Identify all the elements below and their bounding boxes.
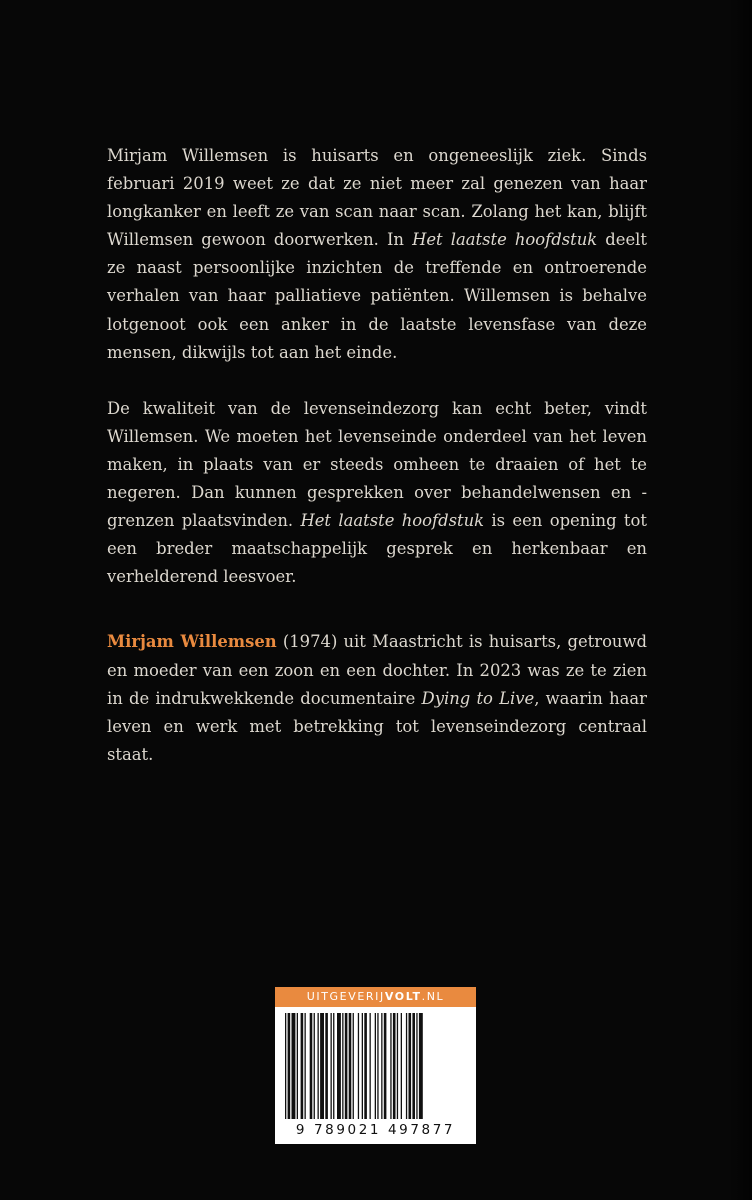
- blurb-paragraph-1: [107, 142, 647, 367]
- author-bio: [107, 628, 647, 768]
- barcode-bar: [331, 1013, 332, 1119]
- barcode-bar: [320, 1013, 324, 1119]
- isbn-number: 9 789021 497877: [295, 1122, 456, 1138]
- author-name: Mirjam Willemsen: [107, 632, 277, 652]
- publisher-brand: VOLT: [384, 990, 422, 1003]
- barcode-bar: [416, 1013, 417, 1119]
- blurb-p1-text-b: deelt ze naast persoonlijke inzichten de treffende en ontroerende verhalen van haar palliatieve patiënten. Willemsen is behalve lotgenoot ook een anker in de laatste levensfase van deze mensen, dikwijls tot aan het einde.: [107, 230, 647, 362]
- barcode-bar: [384, 1013, 387, 1119]
- barcode-bar: [362, 1013, 363, 1119]
- book-title-italic: Het laatste hoofdstuk: [300, 511, 485, 531]
- author-bio-text-a: (1974) uit Maastricht is huisarts, getrouwd en moeder van een zoon en een dochter. In 2023 was ze te zien in de indrukwekkende documentaire: [107, 632, 648, 708]
- barcode-bar: [364, 1013, 367, 1119]
- barcode-bar: [381, 1013, 382, 1119]
- publisher-suffix: .NL: [421, 990, 445, 1003]
- barcode-bar: [375, 1013, 376, 1119]
- blurb-p1-text-a: Mirjam Willemsen is huisarts en ongeneeslijk ziek. Sinds februari 2019 weet ze dat ze niet meer zal genezen van haar longkanker en leeft ze van scan naar scan. Zolang het kan, blijft Willemsen gewoon doorwerken. In: [107, 146, 647, 250]
- barcode-bar: [358, 1013, 359, 1119]
- barcode-bar: [390, 1013, 391, 1119]
- barcode-bar: [342, 1013, 343, 1119]
- documentary-title: Dying to Live: [421, 688, 535, 708]
- spine-shadow: [728, 0, 752, 1200]
- publisher-prefix: UITGEVERIJ: [306, 990, 385, 1003]
- barcode-bar: [318, 1013, 319, 1119]
- blurb-p2-text-a: De kwaliteit van de levenseindezorg kan echt beter, vindt Willemsen. We moeten het levenseinde onderdeel van het leven maken, in plaats van er steeds omheen te draaien of het te negeren. Dan kunnen gesprekken over behandelwensen en -grenzen plaatsvinden.: [107, 398, 647, 531]
- author-bio-text-b: , waarin haar leven en werk met betrekking tot levenseindezorg centraal staat.: [107, 688, 647, 764]
- barcode-bar: [288, 1013, 291, 1119]
- barcode-bar: [314, 1013, 315, 1119]
- publisher-url: [275, 987, 476, 1007]
- barcode-bar: [397, 1013, 398, 1119]
- barcode-bar: [310, 1013, 313, 1119]
- barcode-bar: [349, 1013, 352, 1119]
- barcode-bar: [333, 1013, 334, 1119]
- barcode-bar: [325, 1013, 328, 1119]
- blurb-text: [107, 142, 647, 769]
- blurb-p2-text-b: is een opening tot een breder maatschappelijk gesprek en herkenbaar en verhelderend leesvoer.: [107, 511, 647, 587]
- barcode-bar: [353, 1013, 354, 1119]
- blurb-paragraph-2: [107, 395, 647, 592]
- barcode-bar: [409, 1013, 412, 1119]
- barcode-sticker: [275, 987, 476, 1144]
- barcode-bar: [393, 1013, 396, 1119]
- barcode-bar: [401, 1013, 402, 1119]
- barcode-bar: [377, 1013, 378, 1119]
- barcode-bar: [301, 1013, 304, 1119]
- barcode-bar: [370, 1013, 371, 1119]
- barcode-bar: [337, 1013, 341, 1119]
- barcode-bar: [305, 1013, 306, 1119]
- barcode-bar: [285, 1013, 286, 1119]
- barcode-icon: [283, 1013, 468, 1121]
- barcode-bar: [419, 1013, 423, 1119]
- book-title-italic: Het laatste hoofdstuk: [412, 230, 598, 250]
- barcode-bar: [292, 1013, 296, 1119]
- barcode-bar: [297, 1013, 298, 1119]
- barcode-bar: [345, 1013, 348, 1119]
- barcode-bar: [406, 1013, 407, 1119]
- barcode-bar: [412, 1013, 415, 1119]
